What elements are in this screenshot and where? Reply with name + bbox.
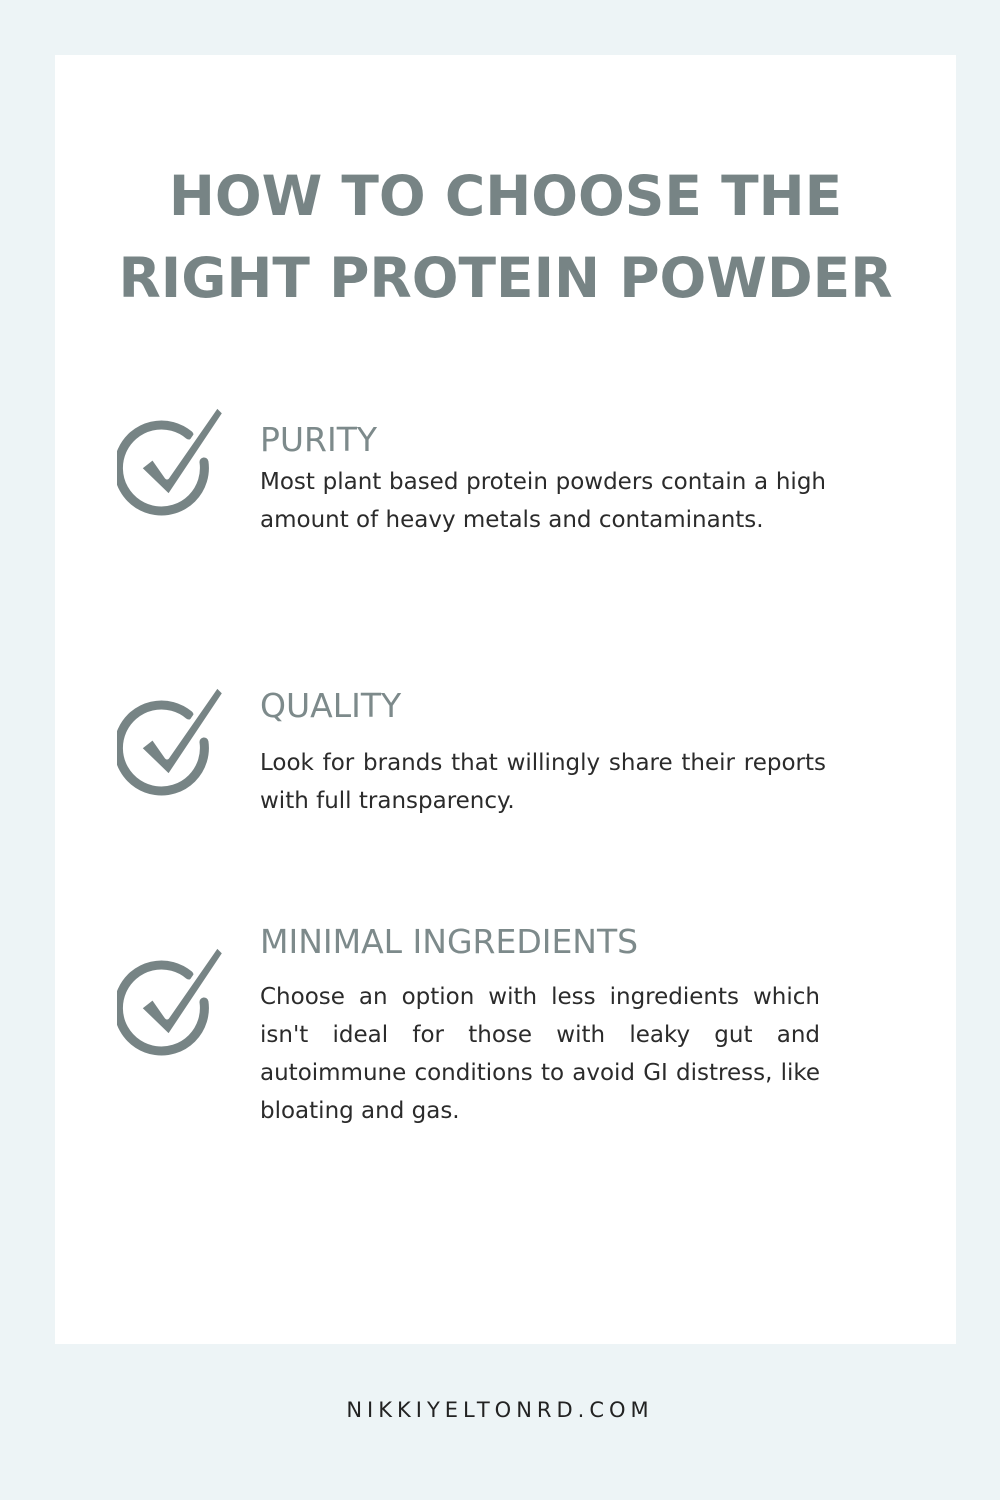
check-circle-icon [117,685,229,803]
site-url: NIKKIYELTONRD.COM [346,1398,654,1422]
check-circle-icon [117,945,229,1063]
check-circle-icon [117,405,229,523]
tip-text: Most plant based protein powders contain a high amount of heavy metals and contaminants. [260,469,826,533]
tip-heading: MINIMAL INGREDIENTS [260,922,639,961]
page-title-line-2: RIGHT PROTEIN POWDER [118,246,893,310]
page-title [55,155,956,319]
page-title-line-1: HOW TO CHOOSE THE [168,164,843,228]
tip-text: Look for brands that willingly share their reports with full transparency. [260,750,826,814]
tip-heading: PURITY [260,420,378,459]
content-card [55,55,956,1344]
tip-heading: QUALITY [260,686,402,725]
tip-text: Choose an option with less ingredients which isn't ideal for those with leaky gut and autoimmune conditions to avoid GI distress, like bloating and gas. [260,984,820,1124]
